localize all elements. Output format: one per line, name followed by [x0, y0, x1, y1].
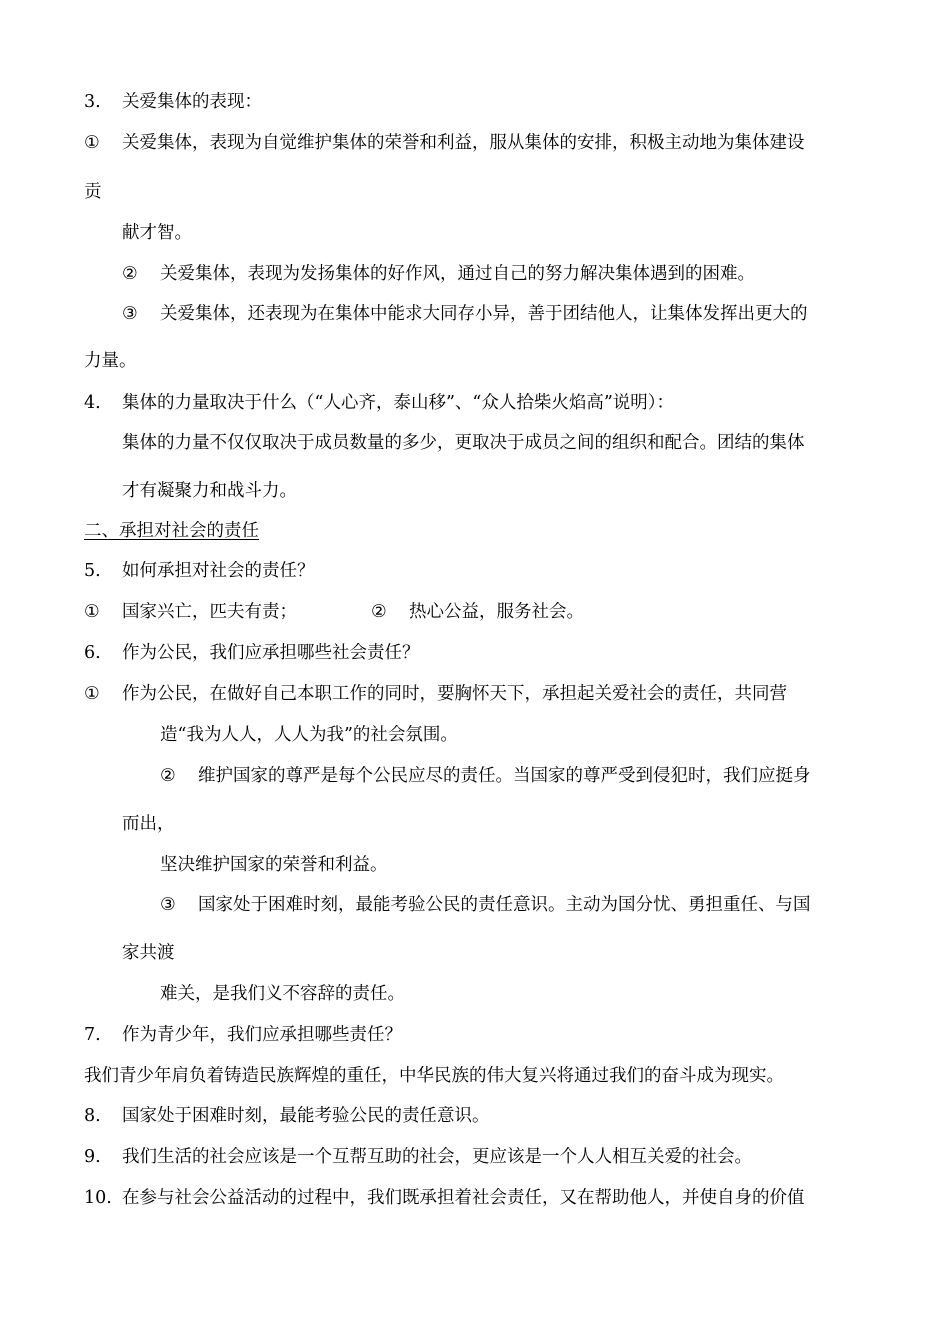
item-10 — [84, 1186, 805, 1210]
item-text: 国家处于困难时刻，最能考验公民的责任意识。 — [122, 1106, 490, 1126]
item-number: ③ — [122, 304, 138, 324]
item-text: 作为公民，在做好自己本职工作的同时，要胸怀天下，承担起关爱社会的责任，共同营 — [122, 684, 787, 704]
text-line: 家共渡 — [122, 943, 175, 963]
item-text: 关爱集体，表现为发扬集体的好作风，通过自己的努力解决集体遇到的困难。 — [160, 264, 755, 284]
item-number: ① — [84, 602, 100, 622]
item-text: 如何承担对社会的责任？ — [122, 561, 315, 581]
item-number: 5. — [84, 561, 101, 581]
item-number: 4. — [84, 393, 101, 413]
item-text: 国家兴亡，匹夫有责； — [122, 602, 297, 622]
item-text: 作为青少年，我们应承担哪些责任？ — [122, 1025, 402, 1045]
section-heading: 二、承担对社会的责任 — [84, 521, 259, 541]
item-5 — [84, 559, 315, 583]
text-line: 坚决维护国家的荣誉和利益。 — [160, 855, 388, 875]
item-text: 作为公民，我们应承担哪些社会责任？ — [122, 643, 420, 663]
text-line: 造“我为人人，人人为我”的社会氛围。 — [160, 725, 458, 745]
item-number: ② — [160, 766, 176, 786]
item-text: 维护国家的尊严是每个公民应尽的责任。当国家的尊严受到侵犯时，我们应挺身 — [198, 766, 811, 786]
item-text: 关爱集体，还表现为在集体中能求大同存小异，善于团结他人，让集体发挥出更大的 — [160, 304, 808, 324]
item-text: 热心公益，服务社会。 — [409, 602, 584, 622]
item-text: 关爱集体的表现： — [122, 92, 262, 112]
item-number: ① — [84, 684, 100, 704]
item-text: 国家处于困难时刻，最能考验公民的责任意识。主动为国分忧、勇担重任、与国 — [198, 895, 811, 915]
text-line: 我们青少年肩负着铸造民族辉煌的重任，中华民族的伟大复兴将通过我们的奋斗成为现实。 — [84, 1066, 784, 1086]
text-line: 而出， — [122, 814, 175, 834]
item-number: ① — [84, 133, 100, 153]
item-number: 9. — [84, 1147, 101, 1167]
item-3-point-2 — [122, 262, 755, 286]
item-6 — [84, 641, 420, 665]
item-text: 关爱集体，表现为自觉维护集体的荣誉和利益，服从集体的安排，积极主动地为集体建设 — [122, 133, 805, 153]
item-6-point-3 — [160, 893, 811, 917]
item-number: 10. — [84, 1188, 112, 1208]
item-8 — [84, 1104, 490, 1128]
item-7 — [84, 1023, 402, 1047]
item-3 — [84, 90, 262, 114]
item-number: 7. — [84, 1025, 101, 1045]
text-line: 贡 — [84, 182, 102, 202]
text-line: 献才智。 — [122, 223, 192, 243]
text-line: 才有凝聚力和战斗力。 — [122, 481, 297, 501]
item-number: ② — [371, 602, 387, 622]
item-3-point-1 — [84, 131, 805, 155]
item-4 — [84, 391, 675, 415]
text-line: 集体的力量不仅仅取决于成员数量的多少，更取决于成员之间的组织和配合。团结的集体 — [122, 433, 805, 453]
item-number: ② — [122, 264, 138, 284]
text-line: 难关，是我们义不容辞的责任。 — [160, 984, 405, 1004]
item-text: 集体的力量取决于什么（“人心齐，泰山移”、“众人拾柴火焰高”说明）： — [122, 393, 675, 413]
item-number: 3. — [84, 92, 101, 112]
item-text: 我们生活的社会应该是一个互帮互助的社会，更应该是一个人人相互关爱的社会。 — [122, 1147, 752, 1167]
item-text: 在参与社会公益活动的过程中，我们既承担着社会责任，又在帮助他人，并使自身的价值 — [122, 1188, 805, 1208]
text-line: 力量。 — [84, 351, 137, 371]
item-number: ③ — [160, 895, 176, 915]
item-6-point-2 — [160, 764, 811, 788]
item-number: 6. — [84, 643, 101, 663]
item-6-point-1 — [84, 682, 787, 706]
item-5-points — [84, 600, 584, 624]
item-3-point-3 — [122, 302, 808, 326]
item-number: 8. — [84, 1106, 101, 1126]
item-9 — [84, 1145, 752, 1169]
